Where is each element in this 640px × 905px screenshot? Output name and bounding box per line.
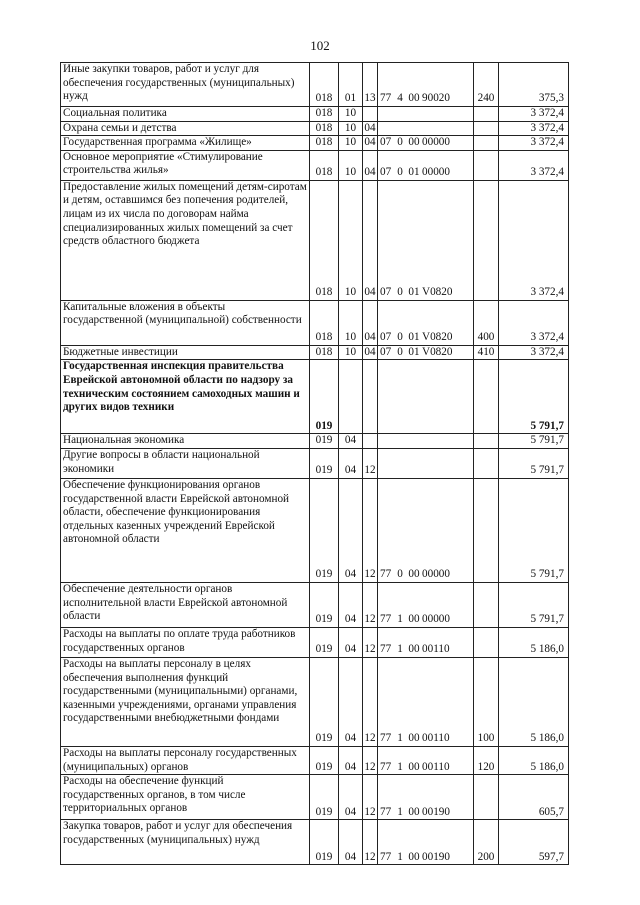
row-expense-type-code: 410: [474, 345, 499, 360]
program-code-part: 01: [408, 345, 420, 358]
row-name: Основное мероприятие «Стимулирование строительства жилья»: [61, 150, 310, 180]
program-code-part: 00110: [422, 643, 450, 656]
row-program-code: [378, 582, 474, 627]
row-section-code: 04: [339, 434, 363, 449]
program-code-part: 01: [408, 286, 420, 299]
row-expense-type-code: [474, 180, 499, 300]
table-row: [61, 582, 569, 627]
row-dept-code: 018: [310, 107, 339, 122]
program-code-part: 1: [397, 613, 403, 626]
table-row: [61, 150, 569, 180]
program-code-part: 00: [408, 850, 420, 863]
row-subsection-code: 12: [363, 478, 378, 582]
row-program-code: [378, 180, 474, 300]
program-code-part: 1: [397, 850, 403, 863]
table-row: [61, 434, 569, 449]
row-section-code: 10: [339, 345, 363, 360]
program-code-part: 0: [397, 136, 403, 149]
row-amount: 5 791,7: [499, 448, 569, 478]
row-section-code: 10: [339, 121, 363, 136]
program-code-part: 77: [380, 760, 392, 773]
page-number: 102: [310, 38, 330, 53]
row-dept-code: 018: [310, 121, 339, 136]
row-dept-code: 019: [310, 775, 339, 820]
row-section-code: [339, 360, 363, 434]
row-subsection-code: 12: [363, 448, 378, 478]
row-name: Обеспечение функционирования органов государственной власти Еврейской автономной области, обеспечение функционирования отдельных казенных учреждений Еврейской автономной области: [61, 478, 310, 582]
program-code-part: 0: [397, 286, 403, 299]
program-code-part: 07: [380, 331, 392, 344]
row-amount: 3 372,4: [499, 345, 569, 360]
row-section-code: 04: [339, 448, 363, 478]
row-section-code: 10: [339, 150, 363, 180]
row-subsection-code: 12: [363, 775, 378, 820]
row-program-code: [378, 63, 474, 107]
row-dept-code: 018: [310, 150, 339, 180]
row-subsection-code: [363, 107, 378, 122]
program-code-part: 77: [380, 92, 392, 105]
program-code-part: 00: [408, 732, 420, 745]
row-expense-type-code: [474, 478, 499, 582]
table-row: [61, 746, 569, 774]
row-subsection-code: 13: [363, 63, 378, 107]
row-dept-code: 019: [310, 478, 339, 582]
row-subsection-code: 04: [363, 345, 378, 360]
row-section-code: 04: [339, 478, 363, 582]
row-expense-type-code: [474, 582, 499, 627]
budget-table: [60, 62, 569, 865]
program-code-part: 00: [408, 805, 420, 818]
program-code-part: 07: [380, 286, 392, 299]
row-expense-type-code: [474, 121, 499, 136]
program-code-part: 77: [380, 805, 392, 818]
row-amount: 3 372,4: [499, 150, 569, 180]
row-program-code: [378, 434, 474, 449]
program-code-part: 00: [408, 760, 420, 773]
row-section-code: 10: [339, 107, 363, 122]
row-name: Охрана семьи и детства: [61, 121, 310, 136]
program-code-part: 01: [408, 331, 420, 344]
row-amount: 3 372,4: [499, 136, 569, 151]
row-program-code: [378, 627, 474, 657]
row-subsection-code: 04: [363, 136, 378, 151]
program-code-part: V0820: [422, 331, 453, 344]
program-code-part: 00: [408, 613, 420, 626]
row-dept-code: 019: [310, 434, 339, 449]
row-amount: 605,7: [499, 775, 569, 820]
row-subsection-code: 04: [363, 300, 378, 345]
row-amount: 3 372,4: [499, 121, 569, 136]
row-program-code: [378, 345, 474, 360]
row-name: Национальная экономика: [61, 434, 310, 449]
row-program-code: [378, 820, 474, 865]
row-expense-type-code: 120: [474, 746, 499, 774]
row-dept-code: 019: [310, 448, 339, 478]
row-dept-code: 018: [310, 63, 339, 107]
row-section-code: 01: [339, 63, 363, 107]
row-subsection-code: 12: [363, 582, 378, 627]
row-program-code: [378, 136, 474, 151]
row-subsection-code: 12: [363, 820, 378, 865]
row-amount: 5 791,7: [499, 360, 569, 434]
row-program-code: [378, 150, 474, 180]
program-code-part: 00000: [422, 166, 450, 179]
row-dept-code: 019: [310, 360, 339, 434]
row-amount: 597,7: [499, 820, 569, 865]
row-amount: 5 186,0: [499, 627, 569, 657]
program-code-part: 00190: [422, 850, 450, 863]
program-code-part: 77: [380, 568, 392, 581]
row-subsection-code: 04: [363, 150, 378, 180]
program-code-part: 00: [408, 92, 420, 105]
row-amount: 5 791,7: [499, 478, 569, 582]
row-program-code: [378, 478, 474, 582]
row-name: Предоставление жилых помещений детям-сиротам и детям, оставшимся без попечения родителей, лицам из их числа по договорам найма специализированных жилых помещений за счет средств областного бюджета: [61, 180, 310, 300]
program-code-part: 90020: [422, 92, 450, 105]
row-amount: 5 186,0: [499, 657, 569, 746]
program-code-part: 4: [397, 92, 403, 105]
table-row: [61, 121, 569, 136]
row-subsection-code: 04: [363, 121, 378, 136]
row-amount: 3 372,4: [499, 300, 569, 345]
row-name: Расходы на выплаты персоналу в целях обеспечения выполнения функций государственными (муниципальными) органами, казенными учреждениями, органами управления государственными внебюджетными фондами: [61, 657, 310, 746]
program-code-part: 0: [397, 345, 403, 358]
row-section-code: 04: [339, 775, 363, 820]
table-row: [61, 478, 569, 582]
row-section-code: 04: [339, 627, 363, 657]
row-amount: 3 372,4: [499, 107, 569, 122]
row-expense-type-code: [474, 434, 499, 449]
row-program-code: [378, 775, 474, 820]
row-dept-code: 019: [310, 582, 339, 627]
row-dept-code: 018: [310, 180, 339, 300]
row-program-code: [378, 746, 474, 774]
row-section-code: 10: [339, 136, 363, 151]
row-section-code: 10: [339, 300, 363, 345]
row-subsection-code: [363, 434, 378, 449]
program-code-part: 77: [380, 850, 392, 863]
row-expense-type-code: 100: [474, 657, 499, 746]
row-expense-type-code: [474, 627, 499, 657]
row-amount: 375,3: [499, 63, 569, 107]
program-code-part: 00000: [422, 136, 450, 149]
program-code-part: 07: [380, 345, 392, 358]
table-row: [61, 820, 569, 865]
row-subsection-code: 12: [363, 657, 378, 746]
row-name: Закупка товаров, работ и услуг для обеспечения государственных (муниципальных) нужд: [61, 820, 310, 865]
row-section-code: 10: [339, 180, 363, 300]
row-program-code: [378, 360, 474, 434]
program-code-part: 1: [397, 805, 403, 818]
program-code-part: 0: [397, 331, 403, 344]
row-amount: 5 186,0: [499, 746, 569, 774]
program-code-part: 77: [380, 732, 392, 745]
row-amount: 3 372,4: [499, 180, 569, 300]
row-program-code: [378, 448, 474, 478]
row-dept-code: 018: [310, 136, 339, 151]
program-code-part: 1: [397, 732, 403, 745]
program-code-part: 00000: [422, 613, 450, 626]
row-subsection-code: 04: [363, 180, 378, 300]
program-code-part: 0: [397, 166, 403, 179]
row-dept-code: 018: [310, 300, 339, 345]
row-name: Другие вопросы в области национальной экономики: [61, 448, 310, 478]
program-code-part: 07: [380, 136, 392, 149]
row-name: Обеспечение деятельности органов исполнительной власти Еврейской автономной области: [61, 582, 310, 627]
table-row: [61, 775, 569, 820]
program-code-part: 00000: [422, 568, 450, 581]
row-program-code: [378, 121, 474, 136]
row-name: Расходы на выплаты персоналу государственных (муниципальных) органов: [61, 746, 310, 774]
program-code-part: V0820: [422, 345, 453, 358]
row-expense-type-code: 400: [474, 300, 499, 345]
row-program-code: [378, 657, 474, 746]
row-name: Государственная инспекция правительства Еврейской автономной области по надзору за техническим состоянием самоходных машин и других видов техники: [61, 360, 310, 434]
table-row: [61, 180, 569, 300]
row-expense-type-code: [474, 775, 499, 820]
row-name: Расходы на выплаты по оплате труда работников государственных органов: [61, 627, 310, 657]
row-expense-type-code: 200: [474, 820, 499, 865]
row-dept-code: 019: [310, 746, 339, 774]
row-section-code: 04: [339, 582, 363, 627]
row-section-code: 04: [339, 820, 363, 865]
program-code-part: 0: [397, 568, 403, 581]
row-dept-code: 019: [310, 657, 339, 746]
program-code-part: V0820: [422, 286, 453, 299]
table-row: [61, 300, 569, 345]
row-expense-type-code: [474, 448, 499, 478]
row-program-code: [378, 107, 474, 122]
program-code-part: 00110: [422, 732, 450, 745]
program-code-part: 1: [397, 643, 403, 656]
table-row: [61, 657, 569, 746]
program-code-part: 00: [408, 568, 420, 581]
program-code-part: 00110: [422, 760, 450, 773]
program-code-part: 00: [408, 136, 420, 149]
table-row: [61, 345, 569, 360]
row-name: Государственная программа «Жилище»: [61, 136, 310, 151]
program-code-part: 00190: [422, 805, 450, 818]
row-name: Капитальные вложения в объекты государственной (муниципальной) собственности: [61, 300, 310, 345]
row-name: Социальная политика: [61, 107, 310, 122]
row-name: Расходы на обеспечение функций государственных органов, в том числе территориальных органов: [61, 775, 310, 820]
row-name: Иные закупки товаров, работ и услуг для обеспечения государственных (муниципальных) нужд: [61, 63, 310, 107]
row-subsection-code: 12: [363, 746, 378, 774]
row-expense-type-code: [474, 107, 499, 122]
row-name: Бюджетные инвестиции: [61, 345, 310, 360]
row-dept-code: 019: [310, 820, 339, 865]
program-code-part: 1: [397, 760, 403, 773]
row-subsection-code: 12: [363, 627, 378, 657]
table-row: [61, 63, 569, 107]
row-subsection-code: [363, 360, 378, 434]
table-row: [61, 107, 569, 122]
row-dept-code: 018: [310, 345, 339, 360]
program-code-part: 07: [380, 166, 392, 179]
row-amount: 5 791,7: [499, 434, 569, 449]
table-row: [61, 136, 569, 151]
row-expense-type-code: [474, 360, 499, 434]
row-dept-code: 019: [310, 627, 339, 657]
program-code-part: 00: [408, 643, 420, 656]
program-code-part: 77: [380, 643, 392, 656]
table-row: [61, 448, 569, 478]
program-code-part: 77: [380, 613, 392, 626]
row-expense-type-code: [474, 150, 499, 180]
table-row: [61, 627, 569, 657]
row-section-code: 04: [339, 657, 363, 746]
row-expense-type-code: 240: [474, 63, 499, 107]
row-program-code: [378, 300, 474, 345]
row-section-code: 04: [339, 746, 363, 774]
table-row: [61, 360, 569, 434]
row-amount: 5 791,7: [499, 582, 569, 627]
row-expense-type-code: [474, 136, 499, 151]
program-code-part: 01: [408, 166, 420, 179]
